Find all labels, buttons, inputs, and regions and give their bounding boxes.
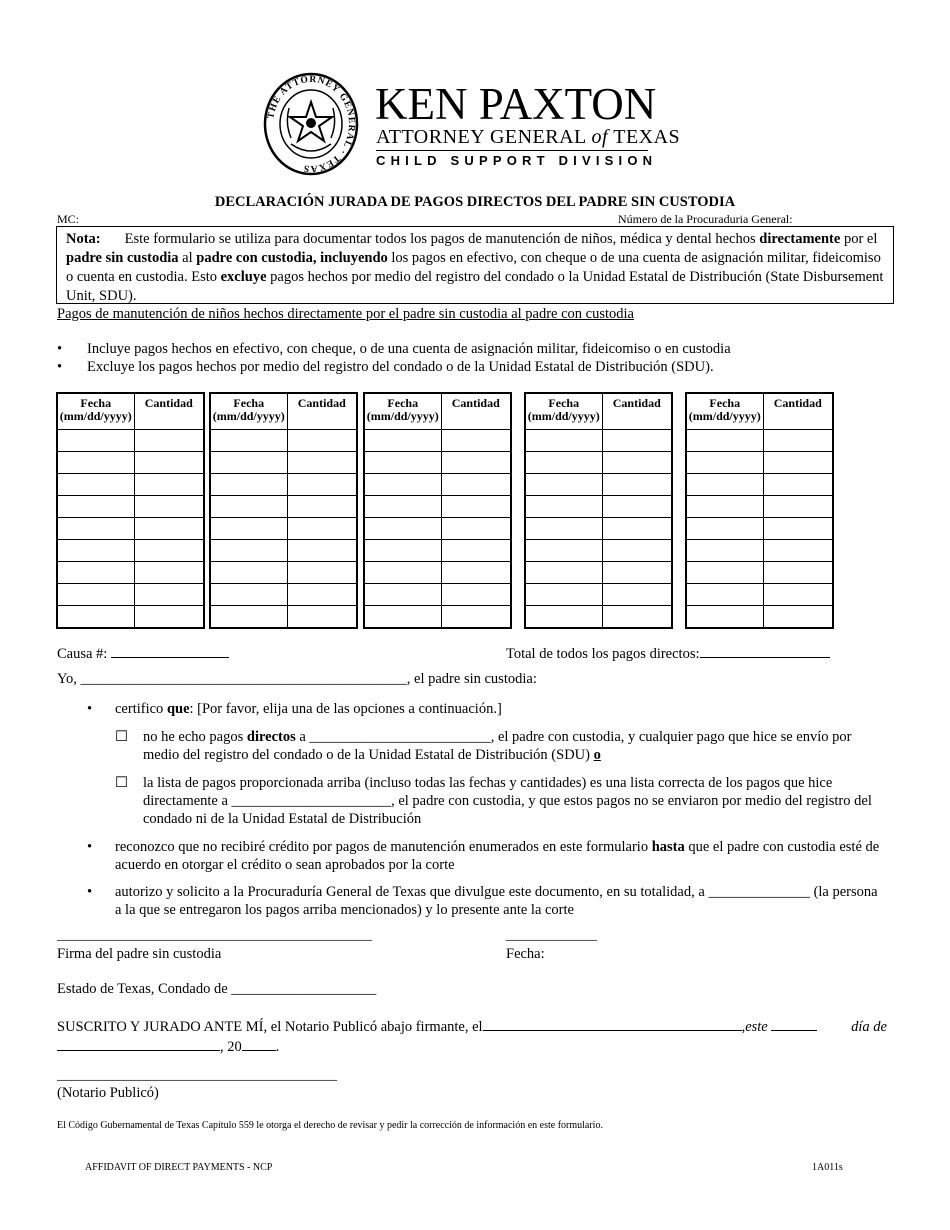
date-cell[interactable]	[57, 562, 134, 584]
table-row	[525, 606, 672, 629]
date-cell[interactable]	[57, 606, 134, 629]
table-row	[525, 562, 672, 584]
amount-cell[interactable]	[287, 606, 357, 629]
attorney-general-seal	[263, 72, 359, 176]
cause-row	[57, 643, 229, 663]
date-cell[interactable]	[525, 430, 602, 452]
amount-cell[interactable]	[763, 584, 833, 606]
amount-cell[interactable]	[763, 540, 833, 562]
amount-cell[interactable]	[134, 452, 204, 474]
amount-cell[interactable]	[134, 562, 204, 584]
amount-cell[interactable]	[763, 562, 833, 584]
table-row	[364, 474, 511, 496]
table-row	[525, 496, 672, 518]
date-cell[interactable]	[210, 606, 287, 629]
total-input[interactable]	[700, 643, 830, 658]
table-row	[525, 474, 672, 496]
date-cell[interactable]	[686, 584, 763, 606]
table-row	[686, 474, 833, 496]
amount-cell[interactable]	[441, 562, 511, 584]
date-cell[interactable]	[686, 562, 763, 584]
authorize-blank[interactable]: ______________	[708, 884, 810, 900]
date-cell[interactable]	[525, 518, 602, 540]
date-cell[interactable]	[57, 518, 134, 540]
payment-table-1	[56, 392, 205, 629]
amount-cell[interactable]	[763, 430, 833, 452]
date-cell[interactable]	[210, 584, 287, 606]
amount-cell[interactable]	[441, 540, 511, 562]
payments-section-title: Pagos de manutención de niños hechos directamente por el padre sin custodia al padre con custodia	[57, 306, 634, 322]
certify-text: certifico que: [Por favor, elija una de las opciones a continuación.]	[115, 701, 502, 717]
amount-cell[interactable]	[134, 474, 204, 496]
table-row	[525, 430, 672, 452]
table-row	[210, 496, 357, 518]
amount-cell[interactable]	[602, 452, 672, 474]
amount-cell[interactable]	[441, 584, 511, 606]
table-row	[57, 452, 204, 474]
date-cell[interactable]	[686, 518, 763, 540]
letterhead-division: CHILD SUPPORT DIVISION	[376, 153, 658, 168]
table-row	[686, 562, 833, 584]
amount-column-header: Cantidad	[287, 393, 357, 430]
date-cell[interactable]	[525, 496, 602, 518]
amount-cell[interactable]	[602, 474, 672, 496]
amount-cell[interactable]	[441, 474, 511, 496]
date-cell[interactable]	[57, 452, 134, 474]
date-cell[interactable]	[364, 584, 441, 606]
cause-label: Causa #:	[57, 646, 108, 662]
yo-line: Yo, _____________________________________________, el padre sin custodia:	[57, 671, 537, 687]
cause-input[interactable]	[111, 643, 229, 658]
amount-cell[interactable]	[441, 606, 511, 629]
date-cell[interactable]	[57, 474, 134, 496]
sworn-day-blank[interactable]	[483, 1016, 742, 1031]
authorize-text: autorizo y solicito a la Procuraduría General de Texas que divulgue este documento, en su totalidad, a ______________ (la persona a la que se entregaron los pagos arriba mencionados) y lo presente ante la corte	[115, 884, 878, 918]
payment-table-2	[209, 392, 358, 629]
amount-cell[interactable]	[287, 584, 357, 606]
county-blank[interactable]: ____________________	[231, 981, 377, 997]
amount-cell[interactable]	[763, 518, 833, 540]
amount-column-header: Cantidad	[441, 393, 511, 430]
table-row	[364, 584, 511, 606]
date-column-header: Fecha (mm/dd/yyyy)	[364, 393, 441, 430]
form-number: 1A011s	[812, 1162, 843, 1173]
amount-column-header: Cantidad	[602, 393, 672, 430]
county-line: Estado de Texas, Condado de ____________________	[57, 981, 377, 997]
date-cell[interactable]	[57, 584, 134, 606]
sworn-month-blank[interactable]	[57, 1036, 220, 1051]
date-cell[interactable]	[525, 606, 602, 629]
date-cell[interactable]	[686, 452, 763, 474]
date-cell[interactable]	[57, 540, 134, 562]
date-cell[interactable]	[686, 474, 763, 496]
table-row	[210, 474, 357, 496]
table-row	[364, 518, 511, 540]
amount-cell[interactable]	[287, 540, 357, 562]
amount-cell[interactable]	[763, 606, 833, 629]
amount-cell[interactable]	[441, 452, 511, 474]
bullet-item: • Excluye los pagos hechos por medio del registro del condado o de la Unidad Estatal de Distribución (SDU).	[57, 359, 714, 375]
table-row	[364, 496, 511, 518]
payment-table-5	[685, 392, 834, 629]
amount-cell[interactable]	[763, 496, 833, 518]
date-cell[interactable]	[364, 452, 441, 474]
date-cell[interactable]	[686, 540, 763, 562]
form-title: DECLARACIÓN JURADA DE PAGOS DIRECTOS DEL PADRE SIN CUSTODIA	[214, 194, 736, 210]
date-cell[interactable]	[364, 496, 441, 518]
table-row	[57, 430, 204, 452]
date-cell[interactable]	[364, 518, 441, 540]
amount-cell[interactable]	[602, 518, 672, 540]
amount-cell[interactable]	[287, 430, 357, 452]
date-cell[interactable]	[210, 540, 287, 562]
date-cell[interactable]	[210, 562, 287, 584]
table-row	[364, 606, 511, 629]
amount-cell[interactable]	[441, 430, 511, 452]
form-footer-title: AFFIDAVIT OF DIRECT PAYMENTS - NCP	[85, 1162, 273, 1173]
payments-bullets	[57, 340, 731, 376]
table-row	[210, 430, 357, 452]
amount-cell[interactable]	[287, 496, 357, 518]
table-row	[210, 518, 357, 540]
date-cell[interactable]	[525, 540, 602, 562]
option-2-blank[interactable]: ______________________	[231, 793, 392, 809]
table-row	[525, 584, 672, 606]
date-cell[interactable]	[686, 496, 763, 518]
bullet-item: • Incluye pagos hechos en efectivo, con cheque, o de una cuenta de asignación militar, fideicomiso o en custodia	[57, 341, 731, 357]
date-column-header: Fecha (mm/dd/yyyy)	[525, 393, 602, 430]
date-label: Fecha:	[506, 946, 545, 962]
date-cell[interactable]	[364, 606, 441, 629]
gov-code-notice: El Código Gubernamental de Texas Capítulo 559 le otorga el derecho de revisar y pedir la corrección de información en este formulario.	[57, 1120, 603, 1131]
ncp-name-blank[interactable]: _____________________________________________	[80, 671, 407, 687]
amount-cell[interactable]	[287, 474, 357, 496]
signature-label: Firma del padre sin custodia	[57, 946, 222, 962]
date-cell[interactable]	[525, 562, 602, 584]
table-row	[210, 452, 357, 474]
authorize-bullet: •	[87, 884, 93, 900]
total-row	[506, 643, 830, 663]
certify-bullet: •	[87, 701, 93, 717]
amount-cell[interactable]	[441, 496, 511, 518]
amount-cell[interactable]	[134, 518, 204, 540]
table-row	[57, 562, 204, 584]
date-cell[interactable]	[57, 496, 134, 518]
date-column-header: Fecha (mm/dd/yyyy)	[686, 393, 763, 430]
table-row	[210, 562, 357, 584]
amount-cell[interactable]	[441, 518, 511, 540]
date-cell[interactable]	[364, 540, 441, 562]
date-cell[interactable]	[364, 474, 441, 496]
payment-table-4	[524, 392, 673, 629]
table-row	[525, 518, 672, 540]
amount-cell[interactable]	[134, 606, 204, 629]
option-2-text: la lista de pagos proporcionada arriba (incluso todas las fechas y cantidades) es una lista correcta de los pagos que hice directamente a ______________________, el padre con custodia, y que estos pagos no se enviaron por medio del registro del condado ni de la Unidad Estatal de Distribución	[143, 775, 872, 827]
amount-column-header: Cantidad	[763, 393, 833, 430]
table-row	[57, 540, 204, 562]
date-column-header: Fecha (mm/dd/yyyy)	[57, 393, 134, 430]
letterhead-name: KEN PAXTON	[375, 79, 657, 129]
table-row	[364, 452, 511, 474]
table-row	[686, 584, 833, 606]
table-row	[364, 540, 511, 562]
payment-table-3	[363, 392, 512, 629]
amount-cell[interactable]	[602, 562, 672, 584]
notary-label: (Notario Publicó)	[57, 1085, 159, 1101]
sworn-this-blank[interactable]	[771, 1016, 817, 1031]
amount-cell[interactable]	[134, 584, 204, 606]
table-row	[57, 584, 204, 606]
date-cell[interactable]	[210, 430, 287, 452]
table-row	[686, 496, 833, 518]
amount-cell[interactable]	[134, 496, 204, 518]
table-row	[210, 584, 357, 606]
amount-cell[interactable]	[134, 430, 204, 452]
date-cell[interactable]	[210, 518, 287, 540]
amount-cell[interactable]	[602, 540, 672, 562]
table-row	[525, 540, 672, 562]
amount-cell[interactable]	[602, 606, 672, 629]
date-cell[interactable]	[525, 452, 602, 474]
date-cell[interactable]	[57, 430, 134, 452]
date-cell[interactable]	[525, 584, 602, 606]
date-cell[interactable]	[210, 474, 287, 496]
amount-cell[interactable]	[287, 518, 357, 540]
total-label: Total de todos los pagos directos:	[506, 646, 700, 662]
ag-number-label: Número de la Procuraduria General:	[618, 212, 793, 226]
date-cell[interactable]	[210, 496, 287, 518]
amount-cell[interactable]	[134, 540, 204, 562]
acknowledge-text: reconozco que no recibiré crédito por pagos de manutención enumerados en este formulario hasta que el padre con custodia esté de acuerdo en otorgar el crédito o sean aprobados por la corte	[115, 839, 880, 873]
table-row	[686, 518, 833, 540]
date-cell[interactable]	[525, 474, 602, 496]
table-row	[57, 474, 204, 496]
option-1-text: no he echo pagos directos a _________________________, el padre con custodia, y cualquier pago que hice se envío por medio del registro del condado o de la Unidad Estatal de Distribución (SDU) o	[143, 729, 852, 763]
table-row	[364, 562, 511, 584]
table-row	[686, 540, 833, 562]
seal-text: THE ATTORNEY GENERAL · TEXAS	[266, 74, 357, 174]
table-row	[57, 518, 204, 540]
date-cell[interactable]	[210, 452, 287, 474]
date-blank[interactable]: _____________	[506, 928, 597, 943]
amount-cell[interactable]	[763, 474, 833, 496]
signature-blank[interactable]: _____________________________________________	[57, 928, 372, 943]
table-row	[364, 430, 511, 452]
table-row	[57, 606, 204, 629]
date-cell[interactable]	[686, 430, 763, 452]
table-row	[210, 606, 357, 629]
table-row	[57, 496, 204, 518]
date-column-header: Fecha (mm/dd/yyyy)	[210, 393, 287, 430]
mc-label: MC:	[57, 212, 80, 226]
option-2-checkbox[interactable]: ☐	[115, 775, 128, 791]
date-cell[interactable]	[364, 562, 441, 584]
letterhead-rule	[376, 150, 648, 151]
table-row	[686, 606, 833, 629]
amount-cell[interactable]	[602, 430, 672, 452]
amount-cell[interactable]	[602, 496, 672, 518]
table-row	[686, 430, 833, 452]
option-1-checkbox[interactable]: ☐	[115, 729, 128, 745]
table-row	[525, 452, 672, 474]
letterhead-agency: ATTORNEY GENERAL of TEXAS	[376, 126, 681, 148]
amount-cell[interactable]	[287, 562, 357, 584]
notary-blank[interactable]: ________________________________________	[57, 1068, 337, 1083]
date-cell[interactable]	[686, 606, 763, 629]
date-cell[interactable]	[364, 430, 441, 452]
sworn-text: SUSCRITO Y JURADO ANTE MÍ, el Notario Publicó abajo firmante, el , este día de , 20 .	[57, 1016, 887, 1056]
note-text: Nota: Este formulario se utiliza para documentar todos los pagos de manutención de niños, médica y dental hechos directamente por el padre sin custodia al padre con custodia, incluyendo los pagos en efectivo, con cheque o de una cuenta de asignación militar, fideicomiso o cuenta en custodia. Esto excluye pagos hechos por medio del registro del condado o la Unidad Estatal de Distribución (State Disbursement Unit, SDU).	[66, 231, 884, 304]
option-1-blank[interactable]: _________________________	[309, 729, 491, 745]
amount-cell[interactable]	[763, 452, 833, 474]
table-row	[686, 452, 833, 474]
amount-cell[interactable]	[602, 584, 672, 606]
amount-cell[interactable]	[287, 452, 357, 474]
acknowledge-bullet: •	[87, 839, 93, 855]
amount-column-header: Cantidad	[134, 393, 204, 430]
table-row	[210, 540, 357, 562]
sworn-year-blank[interactable]	[242, 1036, 276, 1051]
